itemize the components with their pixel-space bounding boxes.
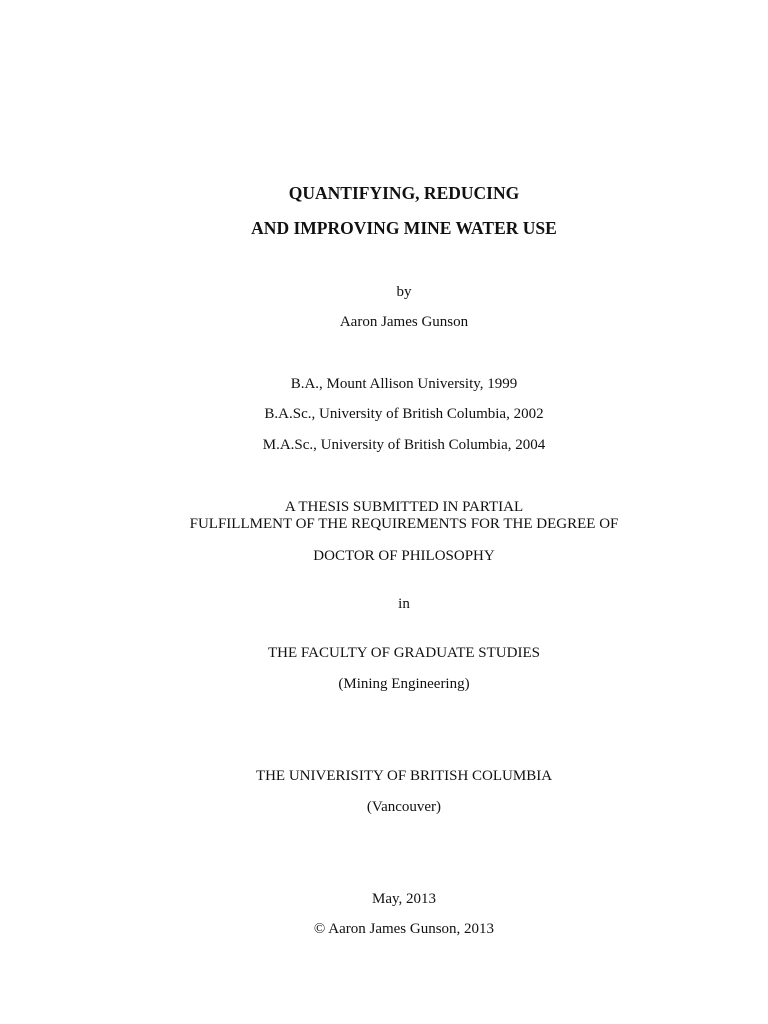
copyright-notice: © Aaron James Gunson, 2013: [313, 921, 495, 937]
degree-name: DOCTOR OF PHILOSOPHY: [313, 548, 495, 564]
campus-name: (Vancouver): [366, 799, 442, 815]
program-name: (Mining Engineering): [338, 676, 470, 692]
degree-masc: M.A.Sc., University of British Columbia, 2004: [262, 437, 546, 453]
thesis-title-line-2: AND IMPROVING MINE WATER USE: [251, 218, 557, 238]
author-name: Aaron James Gunson: [339, 314, 469, 330]
university-name: THE UNIVERISITY OF BRITISH COLUMBIA: [255, 768, 553, 784]
submission-statement-line-1: A THESIS SUBMITTED IN PARTIAL: [284, 499, 524, 515]
submission-statement-line-2: FULFILLMENT OF THE REQUIREMENTS FOR THE DEGREE OF: [189, 516, 619, 532]
byline: by: [396, 284, 412, 300]
in-word: in: [398, 596, 410, 612]
submission-date: May, 2013: [371, 891, 437, 907]
degree-ba: B.A., Mount Allison University, 1999: [290, 376, 518, 392]
degree-basc: B.A.Sc., University of British Columbia, 2002: [264, 406, 544, 422]
faculty-name: THE FACULTY OF GRADUATE STUDIES: [268, 645, 540, 661]
thesis-title-line-1: QUANTIFYING, REDUCING: [288, 183, 520, 203]
